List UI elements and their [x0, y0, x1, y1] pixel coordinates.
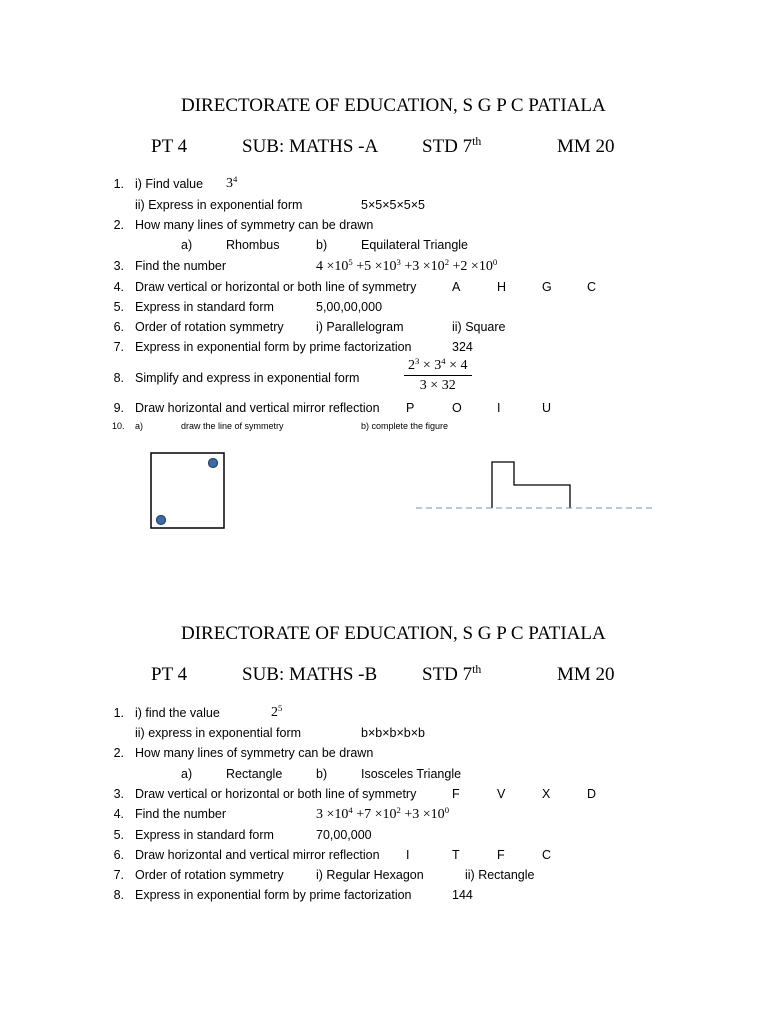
q4-expression: $3 \times 10^4 +7 \times 10^2 +3 \times 10^0$: [316, 804, 450, 822]
option-text: ii) Rectangle: [465, 868, 535, 882]
q-number: 6.: [113, 320, 124, 334]
letter: D: [587, 787, 597, 801]
option-text: ii) Square: [452, 320, 506, 334]
square-with-dots-figure: [140, 445, 240, 540]
letter: F: [452, 787, 460, 801]
question-text: Order of rotation symmetry: [135, 868, 284, 882]
letter: G: [542, 280, 552, 294]
letter: X: [542, 787, 551, 801]
option-text: i) Parallelogram: [316, 320, 404, 334]
letter: T: [452, 848, 460, 862]
q-number: 5.: [113, 828, 124, 842]
letter: I: [497, 401, 501, 415]
question-text: ii) express in exponential form: [135, 726, 302, 740]
title-b: DIRECTORATE OF EDUCATION, S G P C PATIALA: [181, 623, 606, 644]
question-value: 144: [452, 888, 473, 902]
option-text: b) complete the figure: [361, 421, 449, 431]
question-text: Find the number: [135, 807, 227, 821]
q-number: 7.: [113, 340, 124, 354]
q-number: 5.: [113, 300, 124, 314]
letter: V: [497, 787, 506, 801]
dot-bottom-left: [157, 516, 166, 525]
option-text: Isosceles Triangle: [361, 767, 462, 781]
letter: C: [587, 280, 597, 294]
letter: U: [542, 401, 552, 415]
q-number: 2.: [113, 746, 124, 760]
option-label: b): [316, 767, 328, 781]
q-number: 2.: [113, 218, 124, 232]
letter: F: [497, 848, 505, 862]
q8-fraction: $\frac{2^3 \times 3^4 \times 4}{3 \times 32}$: [404, 358, 472, 394]
question-value: 70,00,000: [316, 828, 372, 842]
option-text: draw the line of symmetry: [181, 421, 284, 431]
option-text: i) Regular Hexagon: [316, 868, 424, 882]
question-text: Order of rotation symmetry: [135, 320, 284, 334]
q-number: 3.: [113, 787, 124, 801]
question-text: Express in standard form: [135, 300, 274, 314]
subject-b: SUB: MATHS -B: [242, 664, 378, 685]
incomplete-figure: [410, 455, 660, 515]
q1-power: $2^5$: [271, 702, 283, 720]
q-number: 4.: [113, 807, 124, 821]
std-b: STD 7th: [422, 662, 482, 685]
q-number: 3.: [113, 259, 124, 273]
option-label: a): [135, 421, 144, 431]
q-number: 9.: [113, 401, 124, 415]
question-text: How many lines of symmetry can be drawn: [135, 218, 374, 232]
subject-a: SUB: MATHS -A: [242, 136, 379, 157]
question-value: 5×5×5×5×5: [361, 198, 425, 212]
letter: P: [406, 401, 415, 415]
question-text: Simplify and express in exponential form: [135, 371, 360, 385]
letter: C: [542, 848, 552, 862]
question-text: Draw vertical or horizontal or both line of symmetry: [135, 787, 417, 801]
option-label: a): [181, 767, 193, 781]
question-text: ii) Express in exponential form: [135, 198, 303, 212]
marks-b: MM 20: [557, 664, 615, 685]
option-text: Rectangle: [226, 767, 283, 781]
option-text: Equilateral Triangle: [361, 238, 469, 252]
dot-top-right: [209, 459, 218, 468]
q-number: 1.: [113, 177, 124, 191]
option-label: a): [181, 238, 193, 252]
q-number: 8.: [113, 888, 124, 902]
q-number: 8.: [113, 371, 124, 385]
std-a: STD 7th: [422, 134, 482, 157]
letter: I: [406, 848, 410, 862]
question-text: How many lines of symmetry can be drawn: [135, 746, 374, 760]
q-number: 4.: [113, 280, 124, 294]
pt-a: PT 4: [151, 136, 188, 157]
q3-expression: $4 \times 10^5 +5 \times 10^3 +3 \times 10^2 +2 \times 10^0$: [316, 256, 498, 274]
letter: O: [452, 401, 462, 415]
q1-power: $3^4$: [226, 173, 238, 191]
question-text: Draw vertical or horizontal or both line of symmetry: [135, 280, 417, 294]
question-text: i) find the value: [135, 706, 220, 720]
letter: H: [497, 280, 507, 294]
q-number: 1.: [113, 706, 124, 720]
q-number: 6.: [113, 848, 124, 862]
question-value: 324: [452, 340, 473, 354]
question-value: b×b×b×b×b: [361, 726, 425, 740]
half-figure-outline: [492, 462, 570, 508]
question-text: Express in exponential form by prime factorization: [135, 340, 412, 354]
question-text: i) Find value: [135, 177, 204, 191]
q-number: 7.: [113, 868, 124, 882]
question-text: Express in standard form: [135, 828, 274, 842]
question-text: Draw horizontal and vertical mirror reflection: [135, 848, 380, 862]
title-a: DIRECTORATE OF EDUCATION, S G P C PATIALA: [181, 95, 606, 116]
question-value: 5,00,00,000: [316, 300, 383, 314]
letter: A: [452, 280, 461, 294]
option-text: Rhombus: [226, 238, 280, 252]
question-text: Find the number: [135, 259, 227, 273]
q-number: 10.: [112, 421, 125, 431]
question-text: Draw horizontal and vertical mirror reflection: [135, 401, 380, 415]
pt-b: PT 4: [151, 664, 188, 685]
option-label: b): [316, 238, 328, 252]
question-text: Express in exponential form by prime factorization: [135, 888, 412, 902]
marks-a: MM 20: [557, 136, 615, 157]
